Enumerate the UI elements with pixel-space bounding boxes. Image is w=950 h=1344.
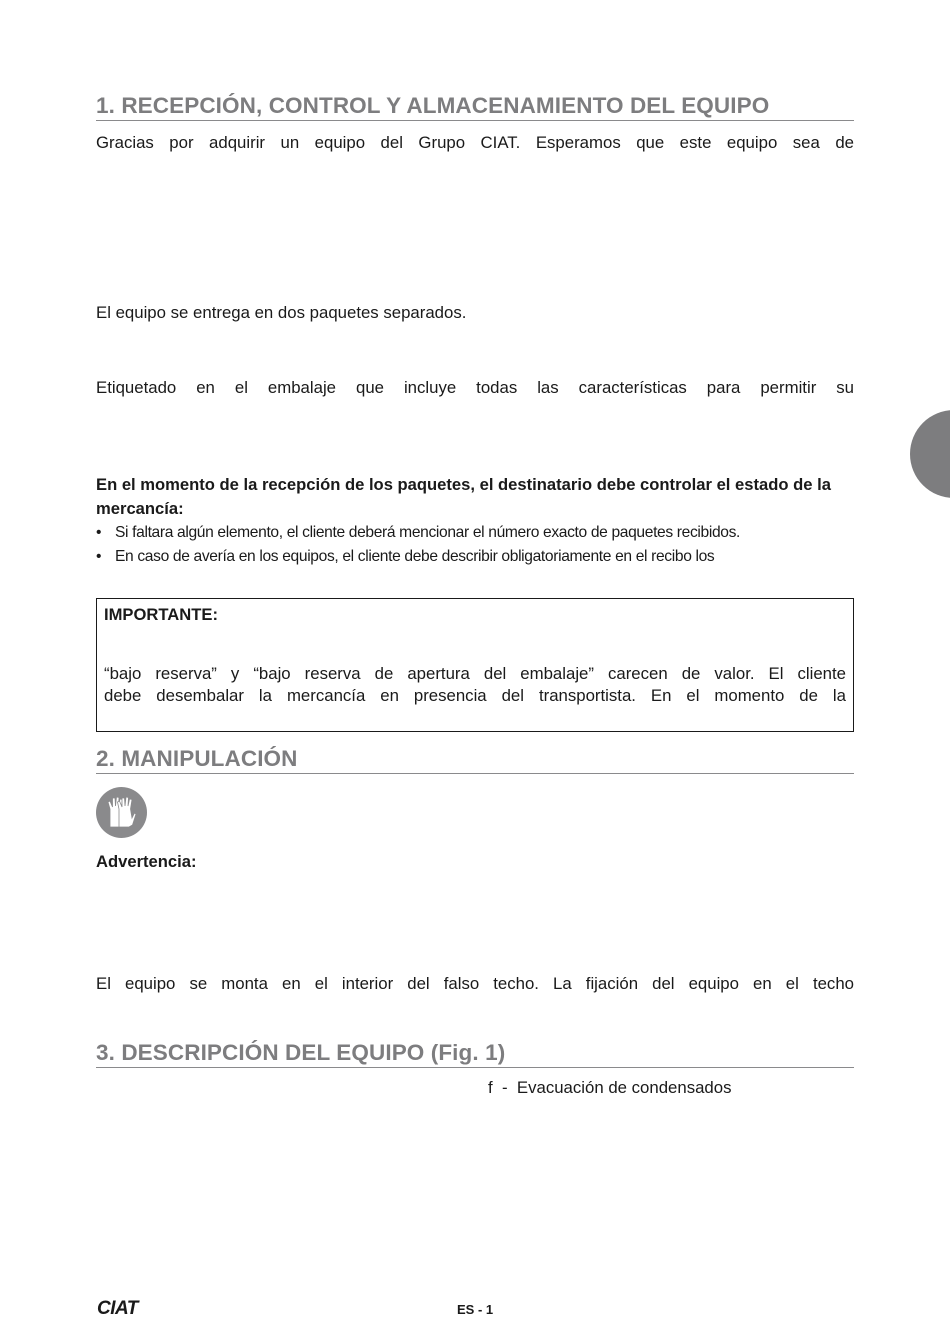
important-line-1: “bajo reserva” y “bajo reserva de apertura del embalaje” carecen de valor. El cliente	[104, 664, 846, 683]
bullet-icon: •	[96, 548, 102, 565]
reception-bold-paragraph: En el momento de la recepción de los paquetes, el destinatario debe controlar el estado de la mercancía:	[96, 475, 831, 518]
bullet-icon: •	[96, 524, 102, 541]
bullet-text: En caso de avería en los equipos, el cliente debe describir obligatoriamente en el recibo los	[115, 548, 715, 565]
gloves-icon	[96, 787, 147, 838]
ciat-logo-text: CIAT	[97, 1298, 138, 1319]
ciat-logo-mark	[96, 1297, 160, 1319]
ciat-logo	[96, 1297, 160, 1324]
section-1-title: 1. RECEPCIÓN, CONTROL Y ALMACENAMIENTO DEL EQUIPO	[96, 93, 854, 121]
intro-paragraph: Gracias por adquirir un equipo del Grupo CIAT. Esperamos que este equipo sea de	[96, 133, 854, 152]
section-2-title: 2. MANIPULACIÓN	[96, 746, 854, 774]
bullet-item-2	[96, 546, 854, 568]
description-item-f: f - Evacuación de condensados	[488, 1078, 732, 1097]
advertencia-label: Advertencia:	[96, 852, 197, 871]
bullet-text: Si faltara algún elemento, el cliente deberá mencionar el número exacto de paquetes recibidos.	[115, 524, 741, 541]
delivery-paragraph: El equipo se entrega en dos paquetes separados.	[96, 303, 467, 322]
important-line-2: debe desembalar la mercancía en presencia del transportista. En el momento de la	[104, 686, 846, 705]
bullet-item-1	[96, 522, 854, 544]
page-number: ES - 1	[457, 1302, 494, 1317]
side-tab-marker	[910, 410, 950, 498]
important-title: IMPORTANTE:	[104, 605, 218, 624]
label-paragraph: Etiquetado en el embalaje que incluye todas las características para permitir su	[96, 378, 854, 397]
section-3-title: 3. DESCRIPCIÓN DEL EQUIPO (Fig. 1)	[96, 1040, 854, 1068]
mounting-paragraph: El equipo se monta en el interior del falso techo. La fijación del equipo en el techo	[96, 974, 854, 993]
important-box	[96, 598, 854, 732]
